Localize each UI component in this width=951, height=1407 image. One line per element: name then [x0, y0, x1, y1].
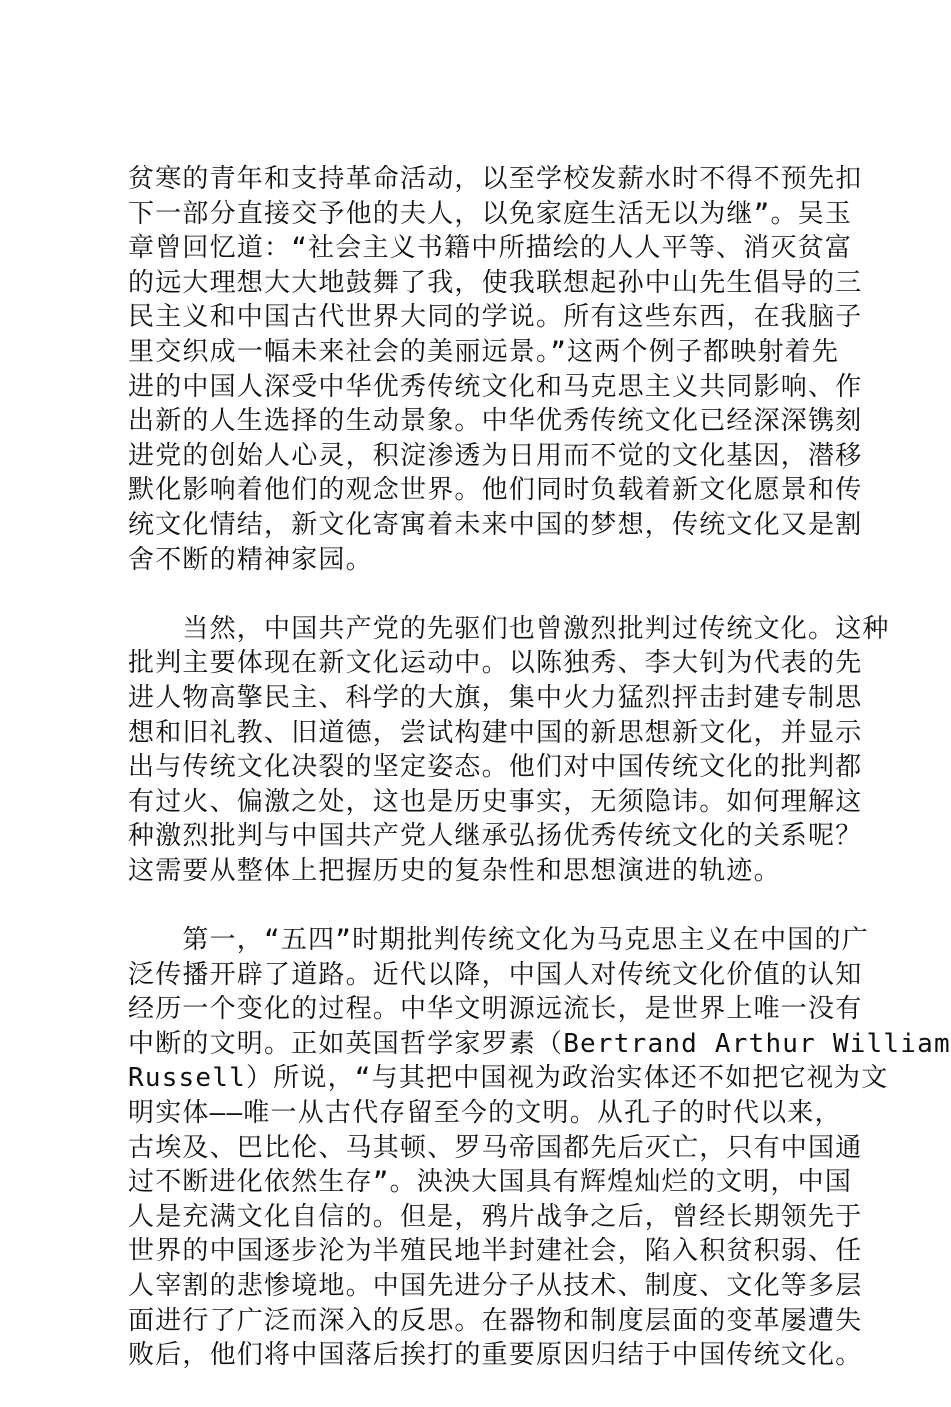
text-line: 出新的人生选择的生动景象。中华优秀传统文化已经深深镌刻	[128, 406, 863, 437]
text-line: 统文化情结，新文化寄寓着未来中国的梦想，传统文化又是割	[128, 509, 863, 540]
text-line: 进党的创始人心灵，积淀渗透为日用而不觉的文化基因，潜移	[128, 440, 863, 471]
text-line: 舍不断的精神家园。	[128, 544, 373, 575]
text-line: 面进行了广泛而深入的反思。在器物和制度层面的变革屡遭失	[128, 1305, 863, 1336]
text-line: 过不断进化依然生存”。泱泱大国具有辉煌灿烂的文明，中国	[128, 1167, 853, 1198]
text-line: 进的中国人深受中华优秀传统文化和马克思主义共同影响、作	[128, 371, 863, 402]
text-line: Russell）所说，“与其把中国视为政治实体还不如把它视为文	[128, 1063, 889, 1094]
body-text	[128, 162, 951, 1407]
text-line: 世界的中国逐步沦为半殖民地半封建社会，陷入积贫积弱、任	[128, 1236, 863, 1267]
text-line: 有过火、偏激之处，这也是历史事实，无须隐讳。如何理解这	[128, 786, 863, 817]
text-line: 败后，他们将中国落后挨打的重要原因归结于中国传统文化。	[128, 1340, 863, 1371]
text-line: 里交织成一幅未来社会的美丽远景。”这两个例子都映射着先	[128, 336, 840, 367]
text-line: 章曾回忆道：“社会主义书籍中所描绘的人人平等、消灭贫富	[128, 233, 853, 264]
text-line: 默化影响着他们的观念世界。他们同时负载着新文化愿景和传	[128, 475, 863, 506]
text-line: 的远大理想大大地鼓舞了我，使我联想起孙中山先生倡导的三	[128, 267, 863, 298]
text-line: 人是充满文化自信的。但是，鸦片战争之后，曾经长期领先于	[128, 1201, 863, 1232]
text-line: 古埃及、巴比伦、马其顿、罗马帝国都先后灭亡，只有中国通	[128, 1132, 863, 1163]
text-line: 贫寒的青年和支持革命活动，以至学校发薪水时不得不预先扣	[128, 164, 863, 194]
paragraph-1	[128, 162, 863, 577]
text-line: 民主义和中国古代世界大同的学说。所有这些东西，在我脑子	[128, 302, 863, 333]
text-line: 泛传播开辟了道路。近代以降，中国人对传统文化价值的认知	[128, 959, 863, 990]
text-line: 当然，中国共产党的先驱们也曾激烈批判过传统文化。这种	[128, 613, 890, 644]
paragraph-3	[128, 923, 951, 1373]
text-line: 批判主要体现在新文化运动中。以陈独秀、李大钊为代表的先	[128, 648, 863, 679]
text-line: 进人物高擎民主、科学的大旗，集中火力猛烈抨击封建专制思	[128, 682, 863, 713]
text-line: 这需要从整体上把握历史的复杂性和思想演进的轨迹。	[128, 855, 781, 886]
text-line: 想和旧礼教、旧道德，尝试构建中国的新思想新文化，并显示	[128, 717, 863, 748]
paragraph-2	[128, 612, 890, 889]
text-line: 经历一个变化的过程。中华文明源远流长，是世界上唯一没有	[128, 994, 863, 1025]
text-line: 明实体——唯一从古代存留至今的文明。从孔子的时代以来，	[128, 1098, 842, 1129]
text-line: 第一，“五四”时期批判传统文化为马克思主义在中国的广	[128, 925, 869, 956]
text-line: 种激烈批判与中国共产党人继承弘扬优秀传统文化的关系呢？	[128, 821, 863, 852]
text-line: 中断的文明。正如英国哲学家罗素（Bertrand Arthur William	[128, 1028, 951, 1059]
text-line: 人宰割的悲惨境地。中国先进分子从技术、制度、文化等多层	[128, 1271, 863, 1301]
text-line: 下一部分直接交予他的夫人，以免家庭生活无以为继”。吴玉	[128, 198, 853, 229]
text-line: 出与传统文化决裂的坚定姿态。他们对中国传统文化的批判都	[128, 752, 863, 783]
